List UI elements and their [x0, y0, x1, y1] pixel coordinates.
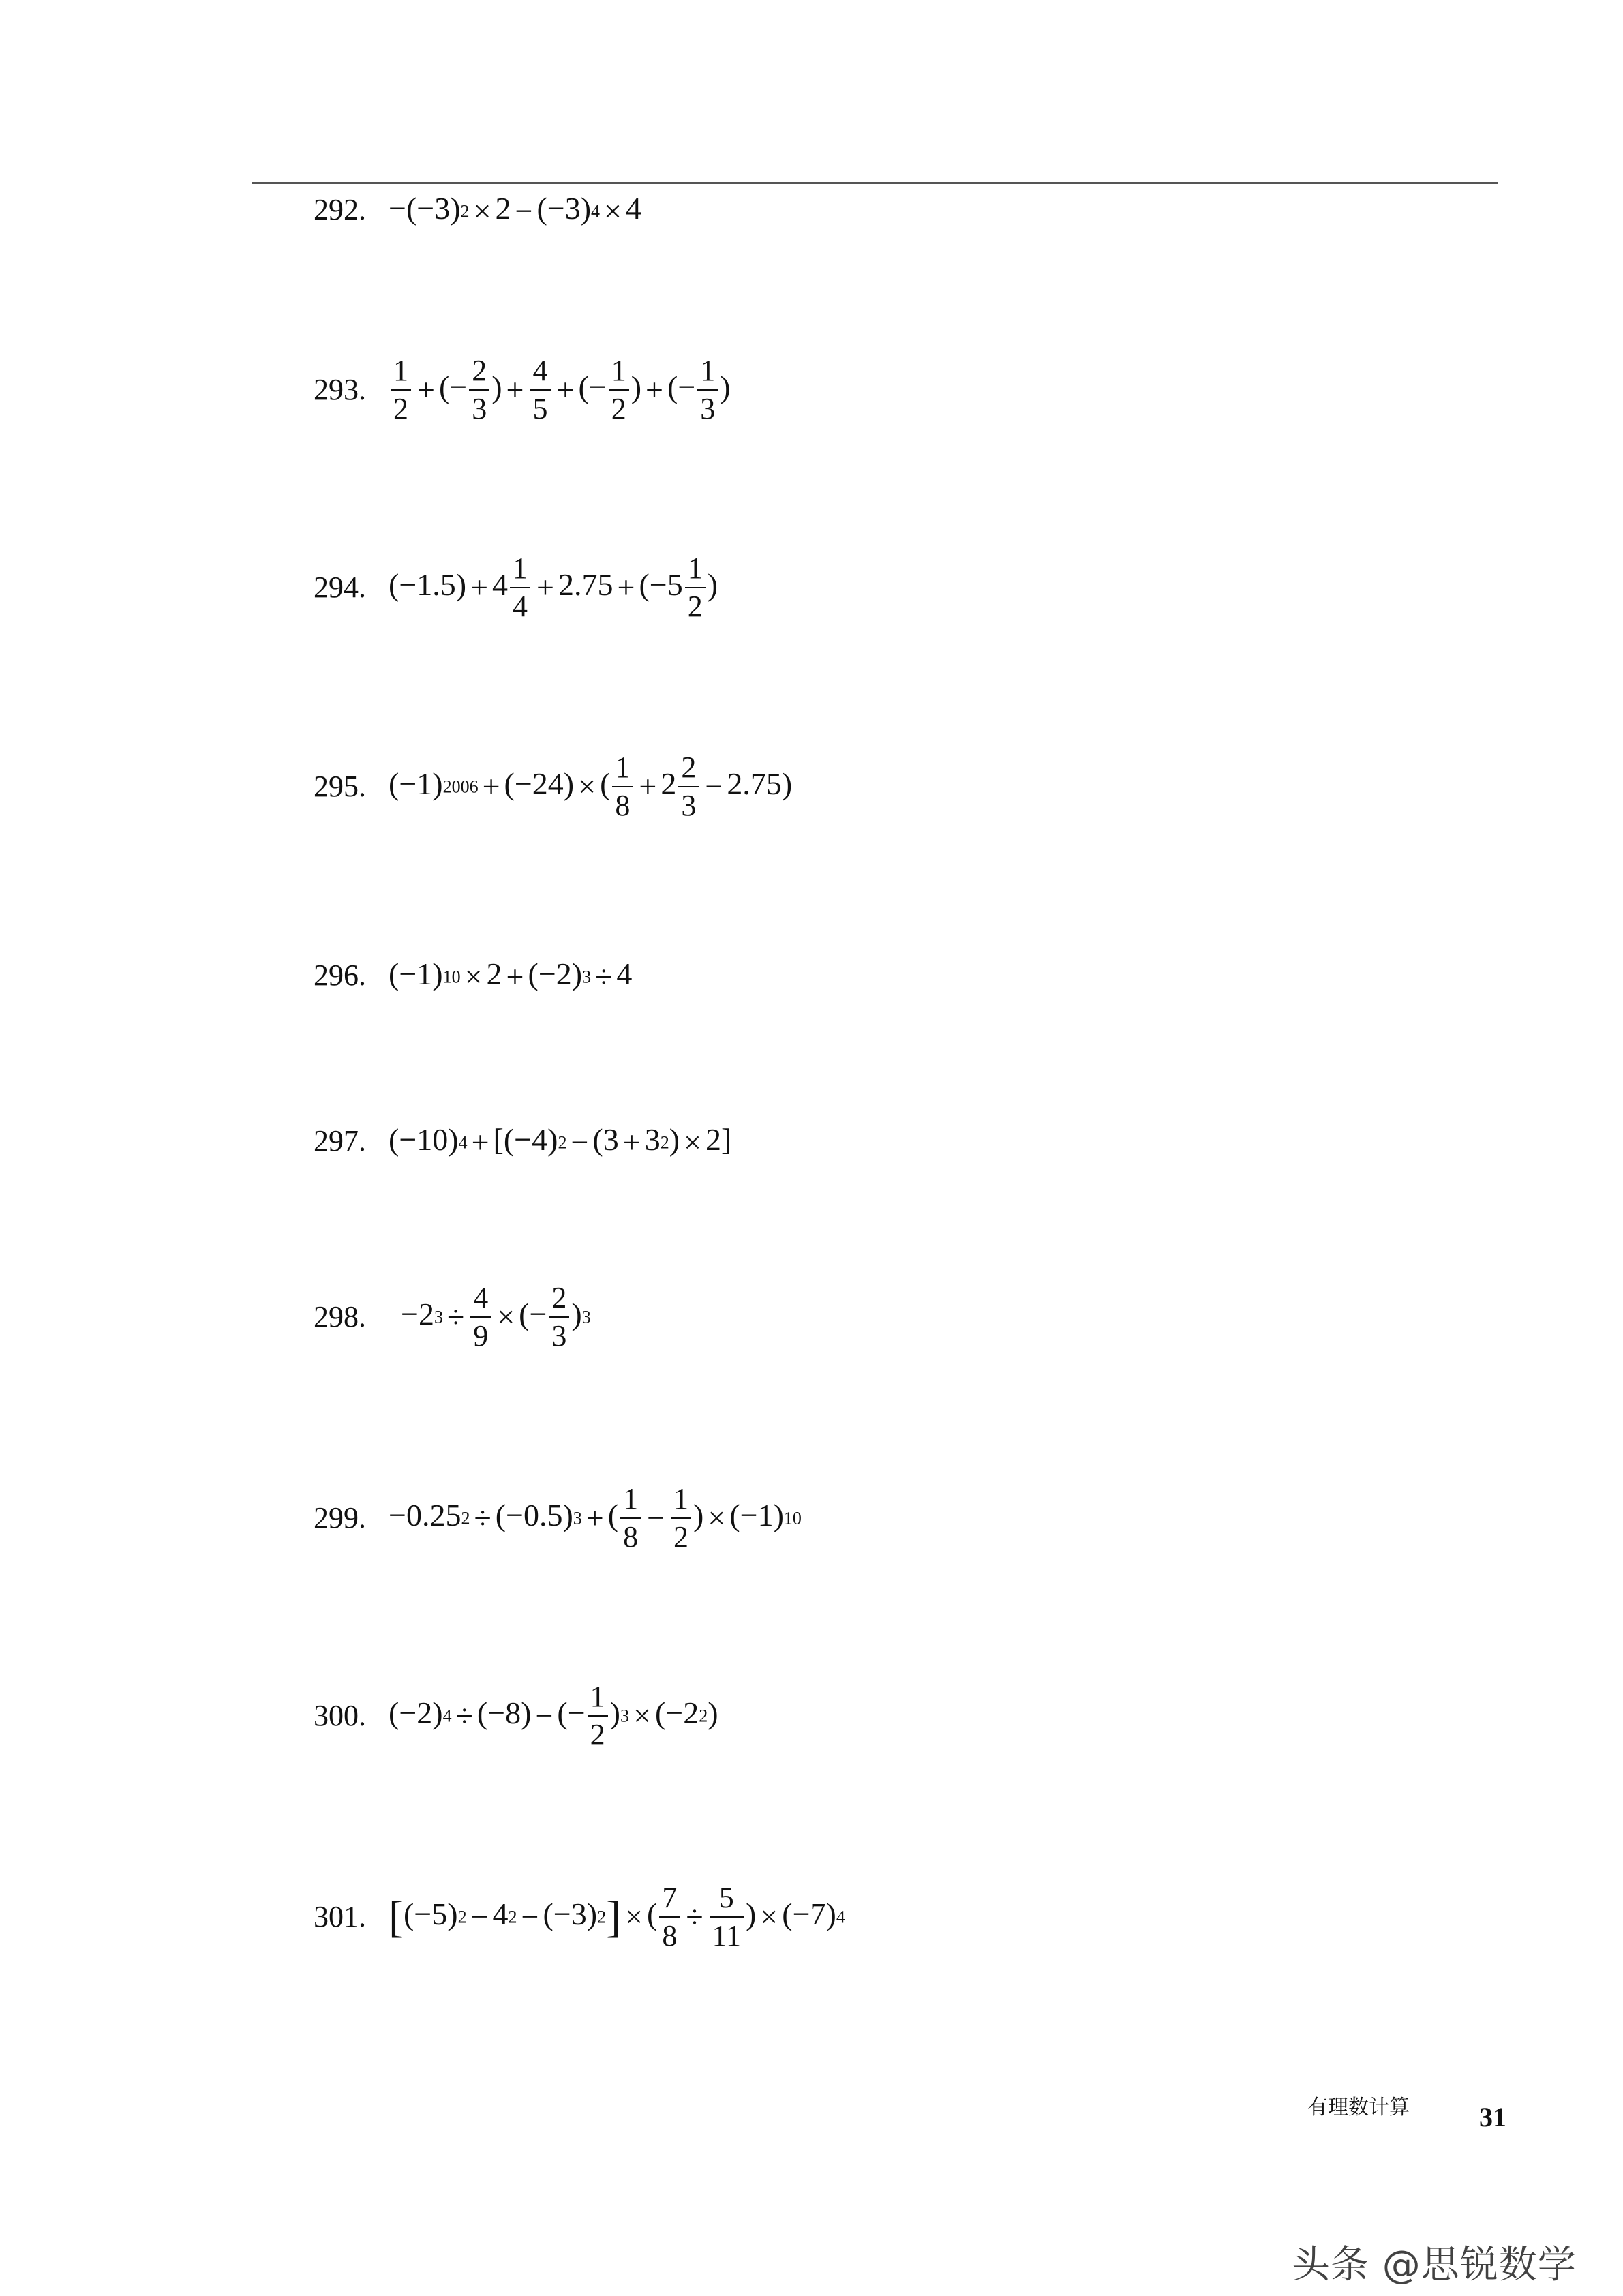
page-number: 31: [1479, 2102, 1506, 2132]
problem-number: 300.: [314, 1699, 366, 1733]
problem-number: 296.: [314, 958, 366, 992]
problem-number: 301.: [314, 1900, 366, 1934]
watermark: 头条 @思锐数学: [1292, 2243, 1577, 2287]
math-expression: (−1)2006 + (−24) × ( $\frac{1}{8}$ + 2 $\frac{2}{3}$ − 2.75): [389, 751, 793, 823]
problem-number: 293.: [314, 373, 366, 407]
header-rule: [252, 182, 1498, 184]
problem-number: 297.: [314, 1123, 366, 1158]
problem-296: [314, 958, 632, 993]
problem-292: [314, 192, 641, 227]
problem-293: [314, 354, 731, 426]
math-expression: −(−3)2 × 2 − (−3)4 × 4: [389, 190, 641, 229]
problem-298: [314, 1282, 591, 1353]
problem-number: 295.: [314, 770, 366, 804]
math-expression: $\frac{1}{2}$ + (− $\frac{2}{3}$ ) + $\frac{4}{5}$ + (− $\frac{1}{2}$ ) + (− $\frac{1}{3}$ ): [389, 354, 731, 426]
math-expression: (−1.5) + 4 $\frac{1}{4}$ + 2.75 + (−5 $\frac{1}{2}$ ): [389, 552, 718, 624]
math-expression: −0.252 ÷ (−0.5)3 + ( $\frac{1}{8}$ − $\frac{1}{2}$ ) × (−1)10: [389, 1482, 802, 1554]
problem-301: [314, 1882, 845, 1953]
problem-number: 292.: [314, 192, 366, 226]
math-expression: −23 ÷ $\frac{4}{9}$ × (− $\frac{2}{3}$ )3: [401, 1281, 591, 1353]
problem-294: [314, 552, 718, 624]
problem-number: 299.: [314, 1501, 366, 1535]
problem-300: [314, 1680, 718, 1752]
problem-295: [314, 751, 792, 823]
problem-297: [314, 1123, 731, 1158]
problem-299: [314, 1483, 802, 1554]
problem-number: 294.: [314, 571, 366, 605]
math-expression: (−10)4 + [(−4)2 − (3 + 32) × 2]: [389, 1121, 732, 1160]
math-expression: (−2)4 ÷ (−8) − (− $\frac{1}{2}$ )3 × (−22): [389, 1680, 718, 1752]
problem-number: 298.: [314, 1300, 366, 1334]
math-expression: [(−5)2 − 42 − (−3)2] × ( $\frac{7}{8}$ ÷ $\frac{5}{11}$ ) × (−7)4: [389, 1881, 845, 1953]
footer-title: 有理数计算: [1307, 2096, 1410, 2119]
math-expression: (−1)10 × 2 + (−2)3 ÷ 4: [389, 956, 633, 995]
